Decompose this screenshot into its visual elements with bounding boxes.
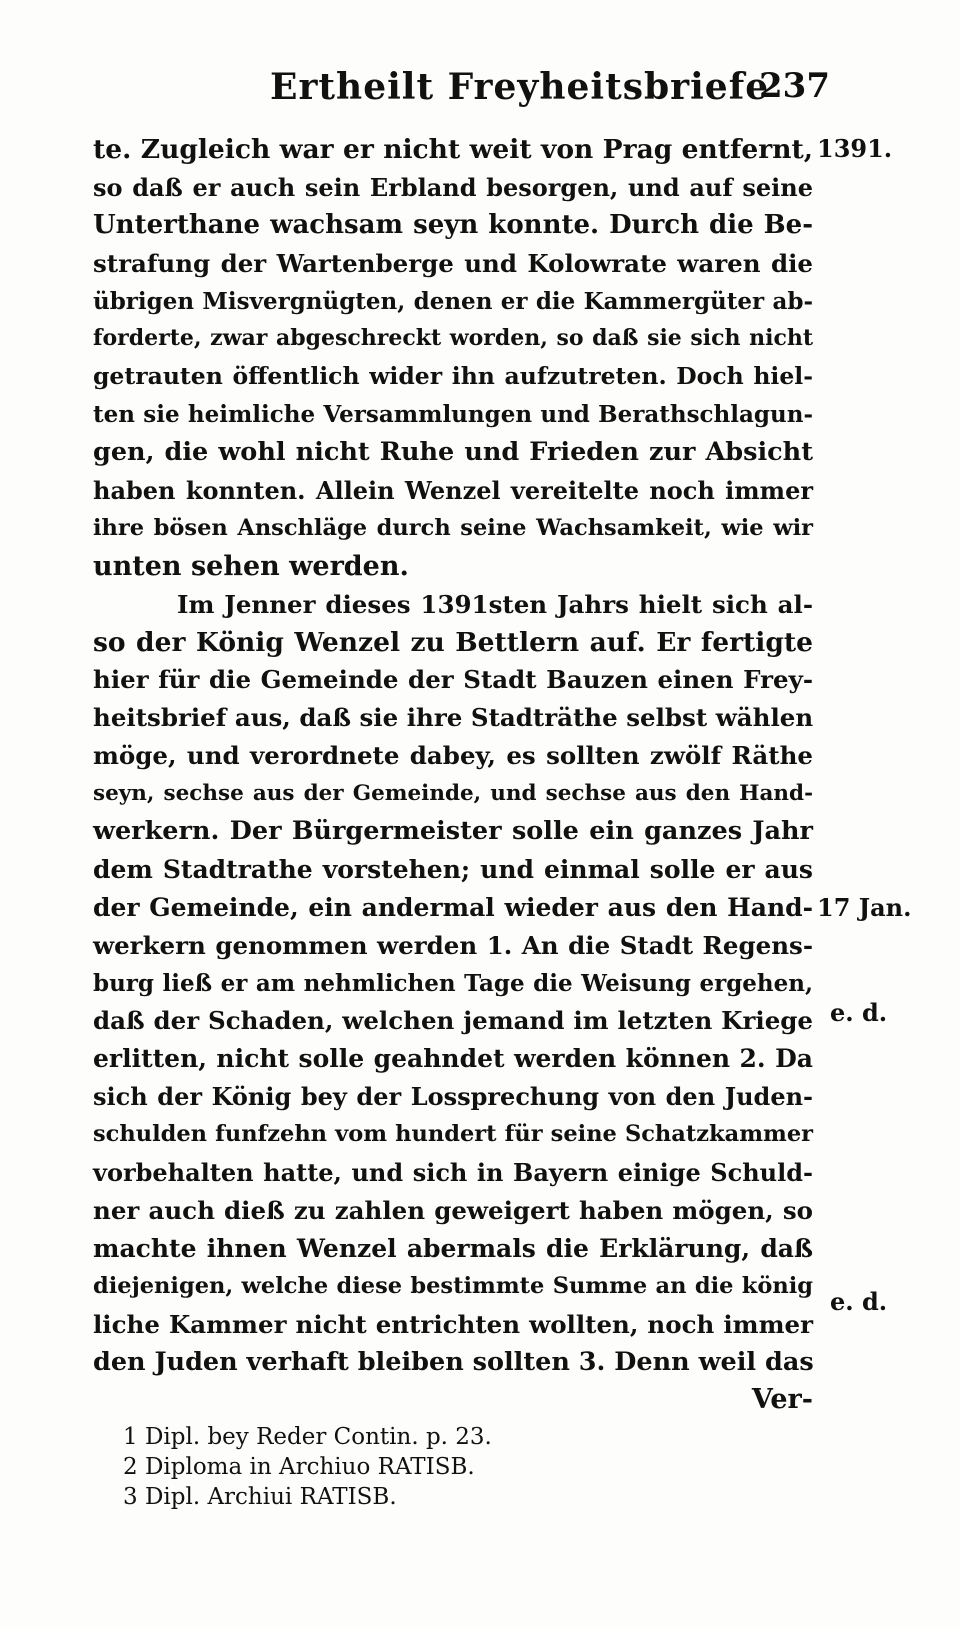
text-line: möge, und verordnete dabey, es sollten zwölf Räthe: [93, 741, 813, 771]
text-line: haben konnten. Allein Wenzel vereitelte noch immer: [93, 476, 813, 506]
margin-note-date: 17 Jan.: [817, 893, 912, 922]
page-number: 237: [759, 66, 830, 106]
text-line: ten sie heimliche Versammlungen und Berathschlagun-: [93, 401, 813, 429]
text-line: der Gemeinde, ein andermal wieder aus den Hand-: [93, 892, 813, 922]
text-line: sich der König bey der Lossprechung von den Juden-: [93, 1082, 813, 1112]
margin-note-year: 1391.: [817, 134, 893, 163]
text-line: Im Jenner dieses 1391sten Jahrs hielt sich al-: [177, 589, 813, 619]
body-text: [93, 131, 813, 1419]
text-line: burg ließ er am nehmlichen Tage die Weisung ergehen,: [93, 969, 813, 997]
text-line: werkern. Der Bürgermeister solle ein ganzes Jahr: [93, 816, 813, 847]
text-line: übrigen Misvergnügten, denen er die Kammergüter ab-: [93, 287, 813, 315]
footnotes: [123, 1422, 723, 1512]
text-line: ihre bösen Anschläge durch seine Wachsamkeit, wie wir: [93, 514, 813, 541]
footnote: 3 Dipl. Archiui RATISB.: [123, 1484, 397, 1510]
footnote: 2 Diploma in Archiuo RATISB.: [123, 1454, 475, 1480]
text-line: liche Kammer nicht entrichten wollten, noch immer: [93, 1309, 813, 1339]
text-line: schulden funfzehn vom hundert für seine Schatzkammer: [93, 1121, 813, 1148]
running-title: Ertheilt Freyheitsbriefe: [270, 66, 770, 108]
text-line: forderte, zwar abgeschreckt worden, so daß sie sich nicht: [93, 325, 813, 352]
text-line: heitsbrief aus, daß sie ihre Stadträthe selbst wählen: [93, 703, 814, 733]
footnote: 1 Dipl. bey Reder Contin. p. 23.: [123, 1424, 492, 1450]
text-line: getrauten öffentlich wider ihn aufzutreten. Doch hiel-: [93, 362, 813, 391]
text-line: dem Stadtrathe vorstehen; und einmal solle er aus: [93, 854, 813, 884]
text-line: strafung der Wartenberge und Kolowrate waren die: [93, 248, 813, 278]
text-line: te. Zugleich war er nicht weit von Prag entfernt,: [93, 134, 813, 165]
text-line: daß der Schaden, welchen jemand im letzten Kriege: [93, 1006, 813, 1036]
text-line: seyn, sechse aus der Gemeinde, und sechse aus den Hand-: [93, 781, 813, 807]
text-line: machte ihnen Wenzel abermals die Erklärung, daß: [93, 1233, 813, 1263]
margin-note-ed: e. d.: [830, 1287, 888, 1316]
text-line: den Juden verhaft bleiben sollten 3. Denn weil das: [93, 1346, 814, 1377]
page-header: [270, 66, 830, 116]
text-line: so daß er auch sein Erbland besorgen, und auf seine: [93, 172, 813, 202]
text-line: hier für die Gemeinde der Stadt Bauzen einen Frey-: [93, 665, 813, 695]
text-line: Unterthane wachsam seyn konnte. Durch die Be-: [93, 209, 813, 240]
text-line: ner auch dieß zu zahlen geweigert haben mögen, so: [93, 1195, 813, 1225]
text-line: unten sehen werden.: [93, 550, 409, 582]
text-line: gen, die wohl nicht Ruhe und Frieden zur Absicht: [93, 437, 813, 468]
catchword: Ver-: [751, 1384, 813, 1416]
text-line: vorbehalten hatte, und sich in Bayern einige Schuld-: [93, 1158, 813, 1188]
text-line: so der König Wenzel zu Bettlern auf. Er fertigte: [93, 626, 813, 658]
text-line: erlitten, nicht solle geahndet werden können 2. Da: [93, 1044, 813, 1074]
text-line: werkern genommen werden 1. An die Stadt Regens-: [93, 930, 813, 960]
margin-note-ed: e. d.: [830, 998, 888, 1027]
text-line: diejenigen, welche diese bestimmte Summe an die könig: [93, 1272, 813, 1299]
